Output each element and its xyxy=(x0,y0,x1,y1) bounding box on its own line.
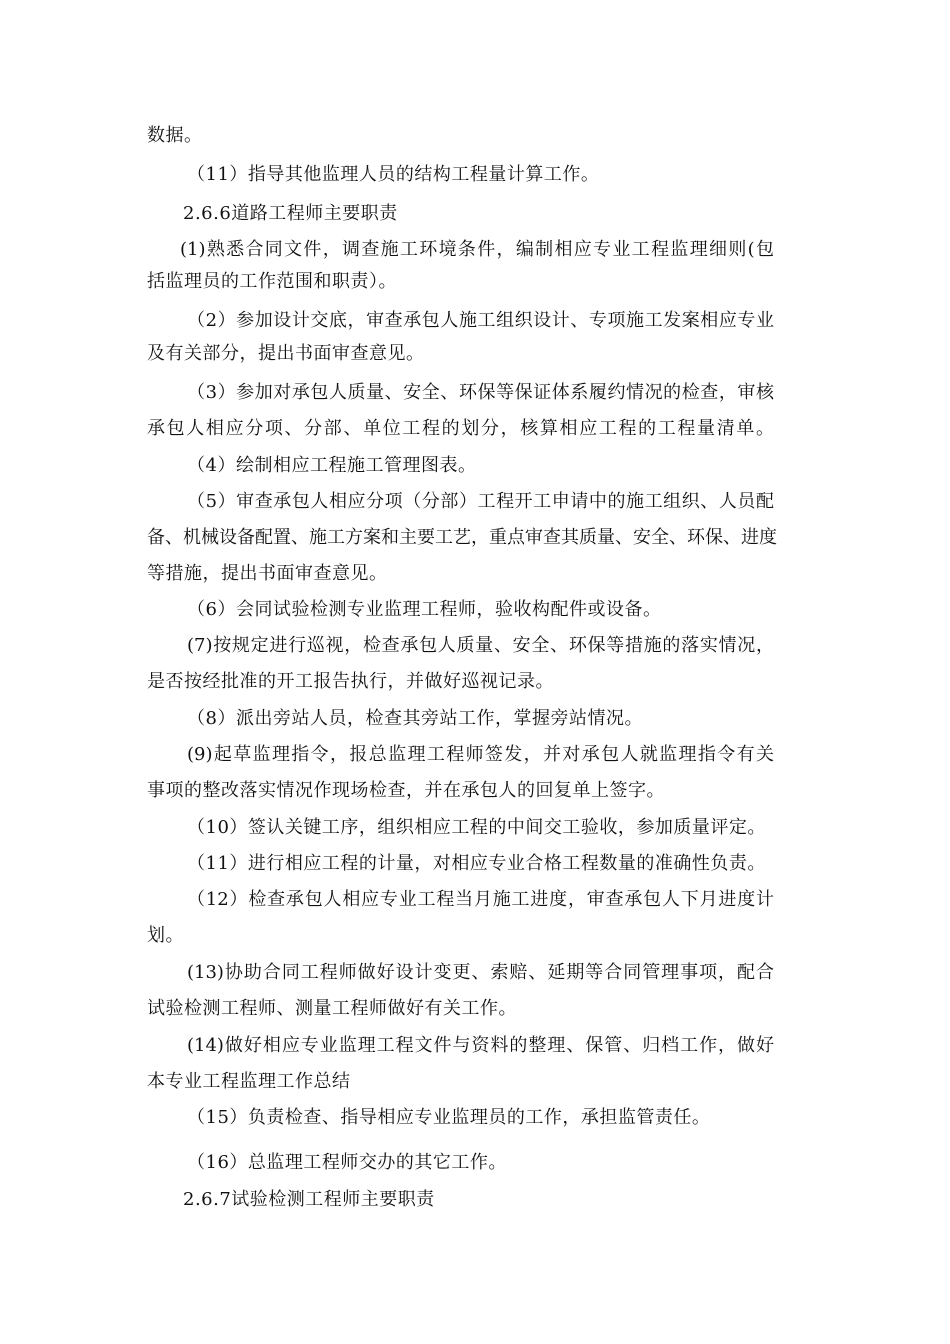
paragraph-line: 是否按经批准的开工报告执行，并做好巡视记录。 xyxy=(147,671,554,692)
paragraph-line: 承包人相应分项、分部、单位工程的划分，核算相应工程的工程量清单。 xyxy=(147,418,774,439)
paragraph-line: （11）指导其他监理人员的结构工程量计算工作。 xyxy=(187,164,600,185)
paragraph-line: （16）总监理工程师交办的其它工作。 xyxy=(187,1152,507,1173)
paragraph-line: 等措施，提出书面审查意见。 xyxy=(147,563,388,584)
paragraph-line: 备、机械设备配置、施工方案和主要工艺，重点审查其质量、安全、环保、进度 xyxy=(147,527,777,548)
paragraph-line: （5）审查承包人相应分项（分部）工程开工申请中的施工组织、人员配 xyxy=(187,491,774,512)
paragraph-line: 及有关部分，提出书面审查意见。 xyxy=(147,343,425,364)
paragraph-line: 划。 xyxy=(147,925,184,946)
paragraph-line: 事项的整改落实情况作现场检查，并在承包人的回复单上签字。 xyxy=(147,780,665,801)
paragraph-line: （4）绘制相应工程施工管理图表。 xyxy=(187,455,477,476)
paragraph-line: （6）会同试验检测专业监理工程师，验收构配件或设备。 xyxy=(187,599,662,620)
paragraph-line: （3）参加对承包人质量、安全、环保等保证体系履约情况的检查，审核 xyxy=(187,382,774,403)
paragraph-line: （2）参加设计交底，审查承包人施工组织设计、专项施工发案相应专业 xyxy=(187,310,774,331)
paragraph-line: 本专业工程监理工作总结 xyxy=(147,1071,351,1092)
paragraph-line: (1)熟悉合同文件，调查施工环境条件，编制相应专业工程监理细则(包 xyxy=(180,239,774,260)
paragraph-line: （15）负责检查、指导相应专业监理员的工作，承担监管责任。 xyxy=(187,1107,711,1128)
paragraph-line: 数据。 xyxy=(147,125,203,146)
paragraph-line: (13)协助合同工程师做好设计变更、索赔、延期等合同管理事项，配合 xyxy=(187,962,774,983)
section-heading: 2.6.6道路工程师主要职责 xyxy=(183,203,398,224)
paragraph-line: （11）进行相应工程的计量，对相应专业合格工程数量的准确性负责。 xyxy=(187,853,766,874)
paragraph-line: (9)起草监理指令，报总监理工程师签发，并对承包人就监理指令有关 xyxy=(187,744,774,765)
paragraph-line: （10）签认关键工序，组织相应工程的中间交工验收，参加质量评定。 xyxy=(187,817,766,838)
paragraph-line: 试验检测工程师、测量工程师做好有关工作。 xyxy=(147,998,517,1019)
section-heading: 2.6.7试验检测工程师主要职责 xyxy=(183,1189,435,1210)
paragraph-line: （12）检查承包人相应专业工程当月施工进度，审查承包人下月进度计 xyxy=(187,889,774,910)
paragraph-line: (7)按规定进行巡视，检查承包人质量、安全、环保等措施的落实情况， xyxy=(187,635,774,656)
paragraph-line: 括监理员的工作范围和职责）。 xyxy=(147,271,397,292)
paragraph-line: （8）派出旁站人员，检查其旁站工作，掌握旁站情况。 xyxy=(187,708,643,729)
paragraph-line: (14)做好相应专业监理工程文件与资料的整理、保管、归档工作，做好 xyxy=(187,1035,774,1056)
